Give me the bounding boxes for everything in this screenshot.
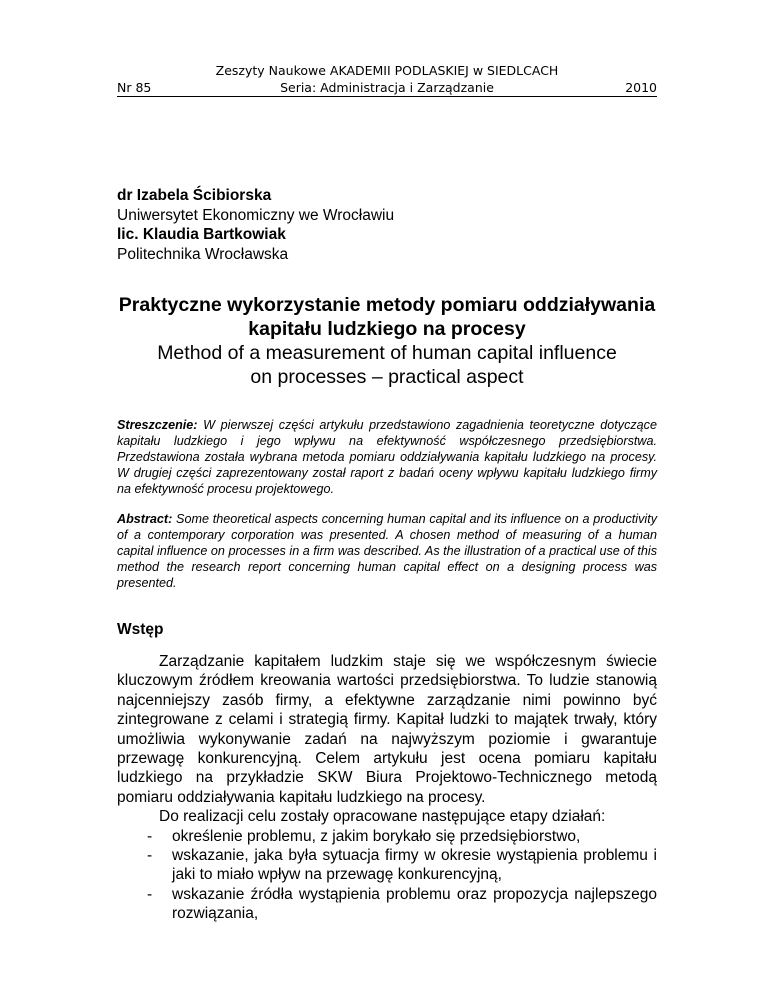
author-affiliation: Uniwersytet Ekonomiczny we Wrocławiu	[117, 206, 395, 224]
list-bullet: -	[147, 885, 153, 903]
title-pl-line-1: Praktyczne wykorzystanie metody pomiaru oddziaływania	[118, 294, 656, 316]
list-bullet: -	[147, 827, 153, 845]
paragraph: Zarządzanie kapitałem ludzkim staje się we współczesnym świecie kluczowym źródłem kreowania wartości przedsiębiorstwa. To ludzie stanowią najcenniejszy zasób firmy, a efektywne zarządzanie nimi powinno być zintegrowane z celami i strategią firmy. Kapitał ludzki to majątek trwały, który umożliwia wykonywanie zadań na najwyższym poziomie i gwarantuje przewagę konkurencyjną. Celem artykułu jest ocena pomiaru kapitału ludzkiego na przykładzie SKW Biura Projektowo-Technicznego metodą pomiaru oddziaływania kapitału ludzkiego na procesy.	[117, 653, 657, 806]
list-item-text: wskazanie źródła wystąpienia problemu oraz propozycja najlepszego rozwiązania,	[172, 885, 657, 923]
author-name: lic. Klaudia Bartkowiak	[117, 226, 286, 243]
paragraph: Do realizacji celu zostały opracowane następujące etapy działań:	[159, 808, 606, 826]
title-en-line-2: on processes – practical aspect	[250, 366, 524, 388]
abstract-label: Streszczenie:	[117, 418, 198, 432]
author-block	[117, 186, 394, 264]
title-en-line-1: Method of a measurement of human capital influence	[157, 342, 617, 364]
list-item	[117, 827, 657, 846]
abstract-english	[117, 511, 657, 591]
year: 2010	[625, 80, 657, 95]
header-rule	[117, 96, 657, 97]
list-bullet: -	[147, 847, 153, 865]
abstract-label: Abstract:	[117, 512, 173, 526]
abstract-polish	[117, 417, 657, 497]
journal-name	[117, 62, 657, 96]
section-heading: Wstęp	[117, 621, 164, 638]
author-name: dr Izabela Ścibiorska	[117, 187, 272, 204]
list-item-text: określenie problemu, z jakim borykało się przedsiębiorstwo,	[172, 827, 581, 845]
title-pl-line-2: kapitału ludzkiego na procesy	[248, 318, 526, 340]
body-text	[117, 652, 657, 924]
author-affiliation: Politechnika Wrocławska	[117, 245, 289, 263]
running-header	[117, 58, 657, 98]
list-item-text: wskazanie, jaka była sytuacja firmy w okresie wystąpienia problemu i jaki to miało wpływ na przewagę konkurencyjną,	[172, 847, 657, 884]
journal-line-2: Seria: Administracja i Zarządzanie	[280, 80, 494, 95]
abstract-text: W pierwszej części artykułu przedstawiono zagadnienia teoretyczne dotyczące kapitału ludzkiego i jego wpływu na efektywność współczesnego przedsiębiorstwa. Przedstawiona została wybrana metoda pomiaru oddziaływania kapitału ludzkiego na procesy. W drugiej części zaprezentowany został raport z badań oceny wpływu kapitału ludzkiego firmy na efektywność procesu projektowego.	[117, 418, 657, 496]
list-item	[117, 885, 657, 924]
list-item	[117, 846, 657, 885]
abstract-text: Some theoretical aspects concerning human capital and its influence on a productivity of a contemporary corporation was presented. A chosen method of measuring of a human capital influence on processes in a firm was described. As the illustration of a practical use of this method the research report concerning human capital effect on a designing process was presented.	[117, 512, 657, 590]
article-title	[117, 293, 657, 389]
issue-number: Nr 85	[117, 80, 152, 95]
journal-line-1: Zeszyty Naukowe AKADEMII PODLASKIEJ w SIEDLCACH	[215, 63, 559, 78]
step-list	[117, 827, 657, 924]
